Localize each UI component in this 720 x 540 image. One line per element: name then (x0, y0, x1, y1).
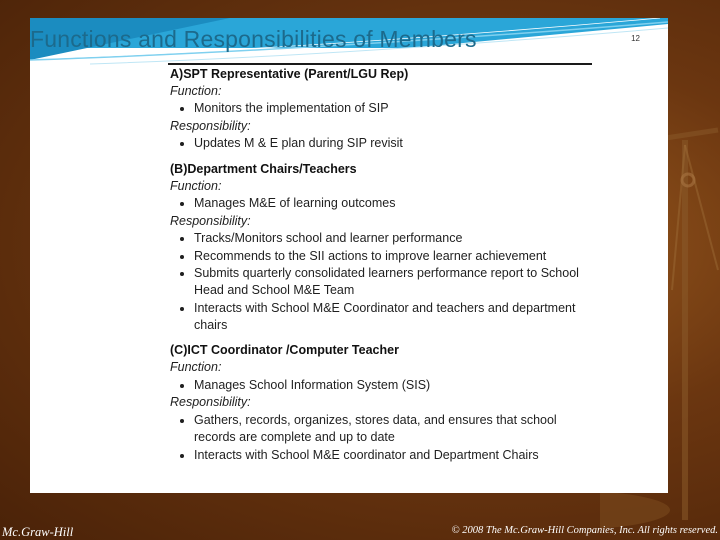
bullet-icon (180, 454, 184, 458)
footer-copyright: © 2008 The Mc.Graw-Hill Companies, Inc. All rights reserved. (451, 525, 718, 536)
bullet-icon (180, 107, 184, 111)
responsibility-item: Gathers, records, organizes, stores data, and ensures that school (194, 413, 557, 427)
responsibility-item-continued: Head and School M&E Team (194, 283, 355, 297)
responsibility-label: Responsibility: (170, 119, 251, 133)
function-label: Function: (170, 84, 222, 98)
function-item: Manages School Information System (SIS) (194, 378, 431, 392)
function-item: Manages M&E of learning outcomes (194, 196, 396, 210)
responsibility-label: Responsibility: (170, 214, 251, 228)
bullet-icon (180, 419, 184, 423)
function-label: Function: (170, 360, 222, 374)
responsibility-item: Interacts with School M&E Coordinator and teachers and department (194, 301, 576, 315)
section-heading-spt: A)SPT Representative (Parent/LGU Rep) (170, 67, 409, 81)
responsibility-item: Submits quarterly consolidated learners performance report to School (194, 266, 579, 280)
document-top-rule (168, 63, 592, 65)
function-item: Monitors the implementation of SIP (194, 101, 389, 115)
responsibility-item: Tracks/Monitors school and learner performance (194, 231, 463, 245)
footer-publisher: Mc.Graw-Hill (2, 525, 74, 539)
bullet-icon (180, 255, 184, 259)
bullet-icon (180, 237, 184, 241)
slide-title: Functions and Responsibilities of Members (30, 26, 477, 52)
section-heading-ict-coordinator: (C)ICT Coordinator /Computer Teacher (170, 343, 399, 357)
bullet-icon (180, 307, 184, 311)
responsibility-item-continued: chairs (194, 318, 228, 332)
section-heading-department-chairs: (B)Department Chairs/Teachers (170, 162, 357, 176)
slide-panel (30, 18, 668, 493)
content-document (168, 62, 592, 462)
bullet-icon (180, 384, 184, 388)
responsibility-item: Interacts with School M&E coordinator and Department Chairs (194, 448, 539, 462)
bullet-icon (180, 142, 184, 146)
bullet-icon (180, 272, 184, 276)
responsibility-label: Responsibility: (170, 395, 251, 409)
responsibility-item: Recommends to the SII actions to improve learner achievement (194, 249, 547, 263)
responsibility-item-continued: records are complete and up to date (194, 430, 395, 444)
page-number: 12 (631, 34, 640, 43)
bullet-icon (180, 202, 184, 206)
function-label: Function: (170, 179, 222, 193)
responsibility-item: Updates M & E plan during SIP revisit (194, 136, 403, 150)
